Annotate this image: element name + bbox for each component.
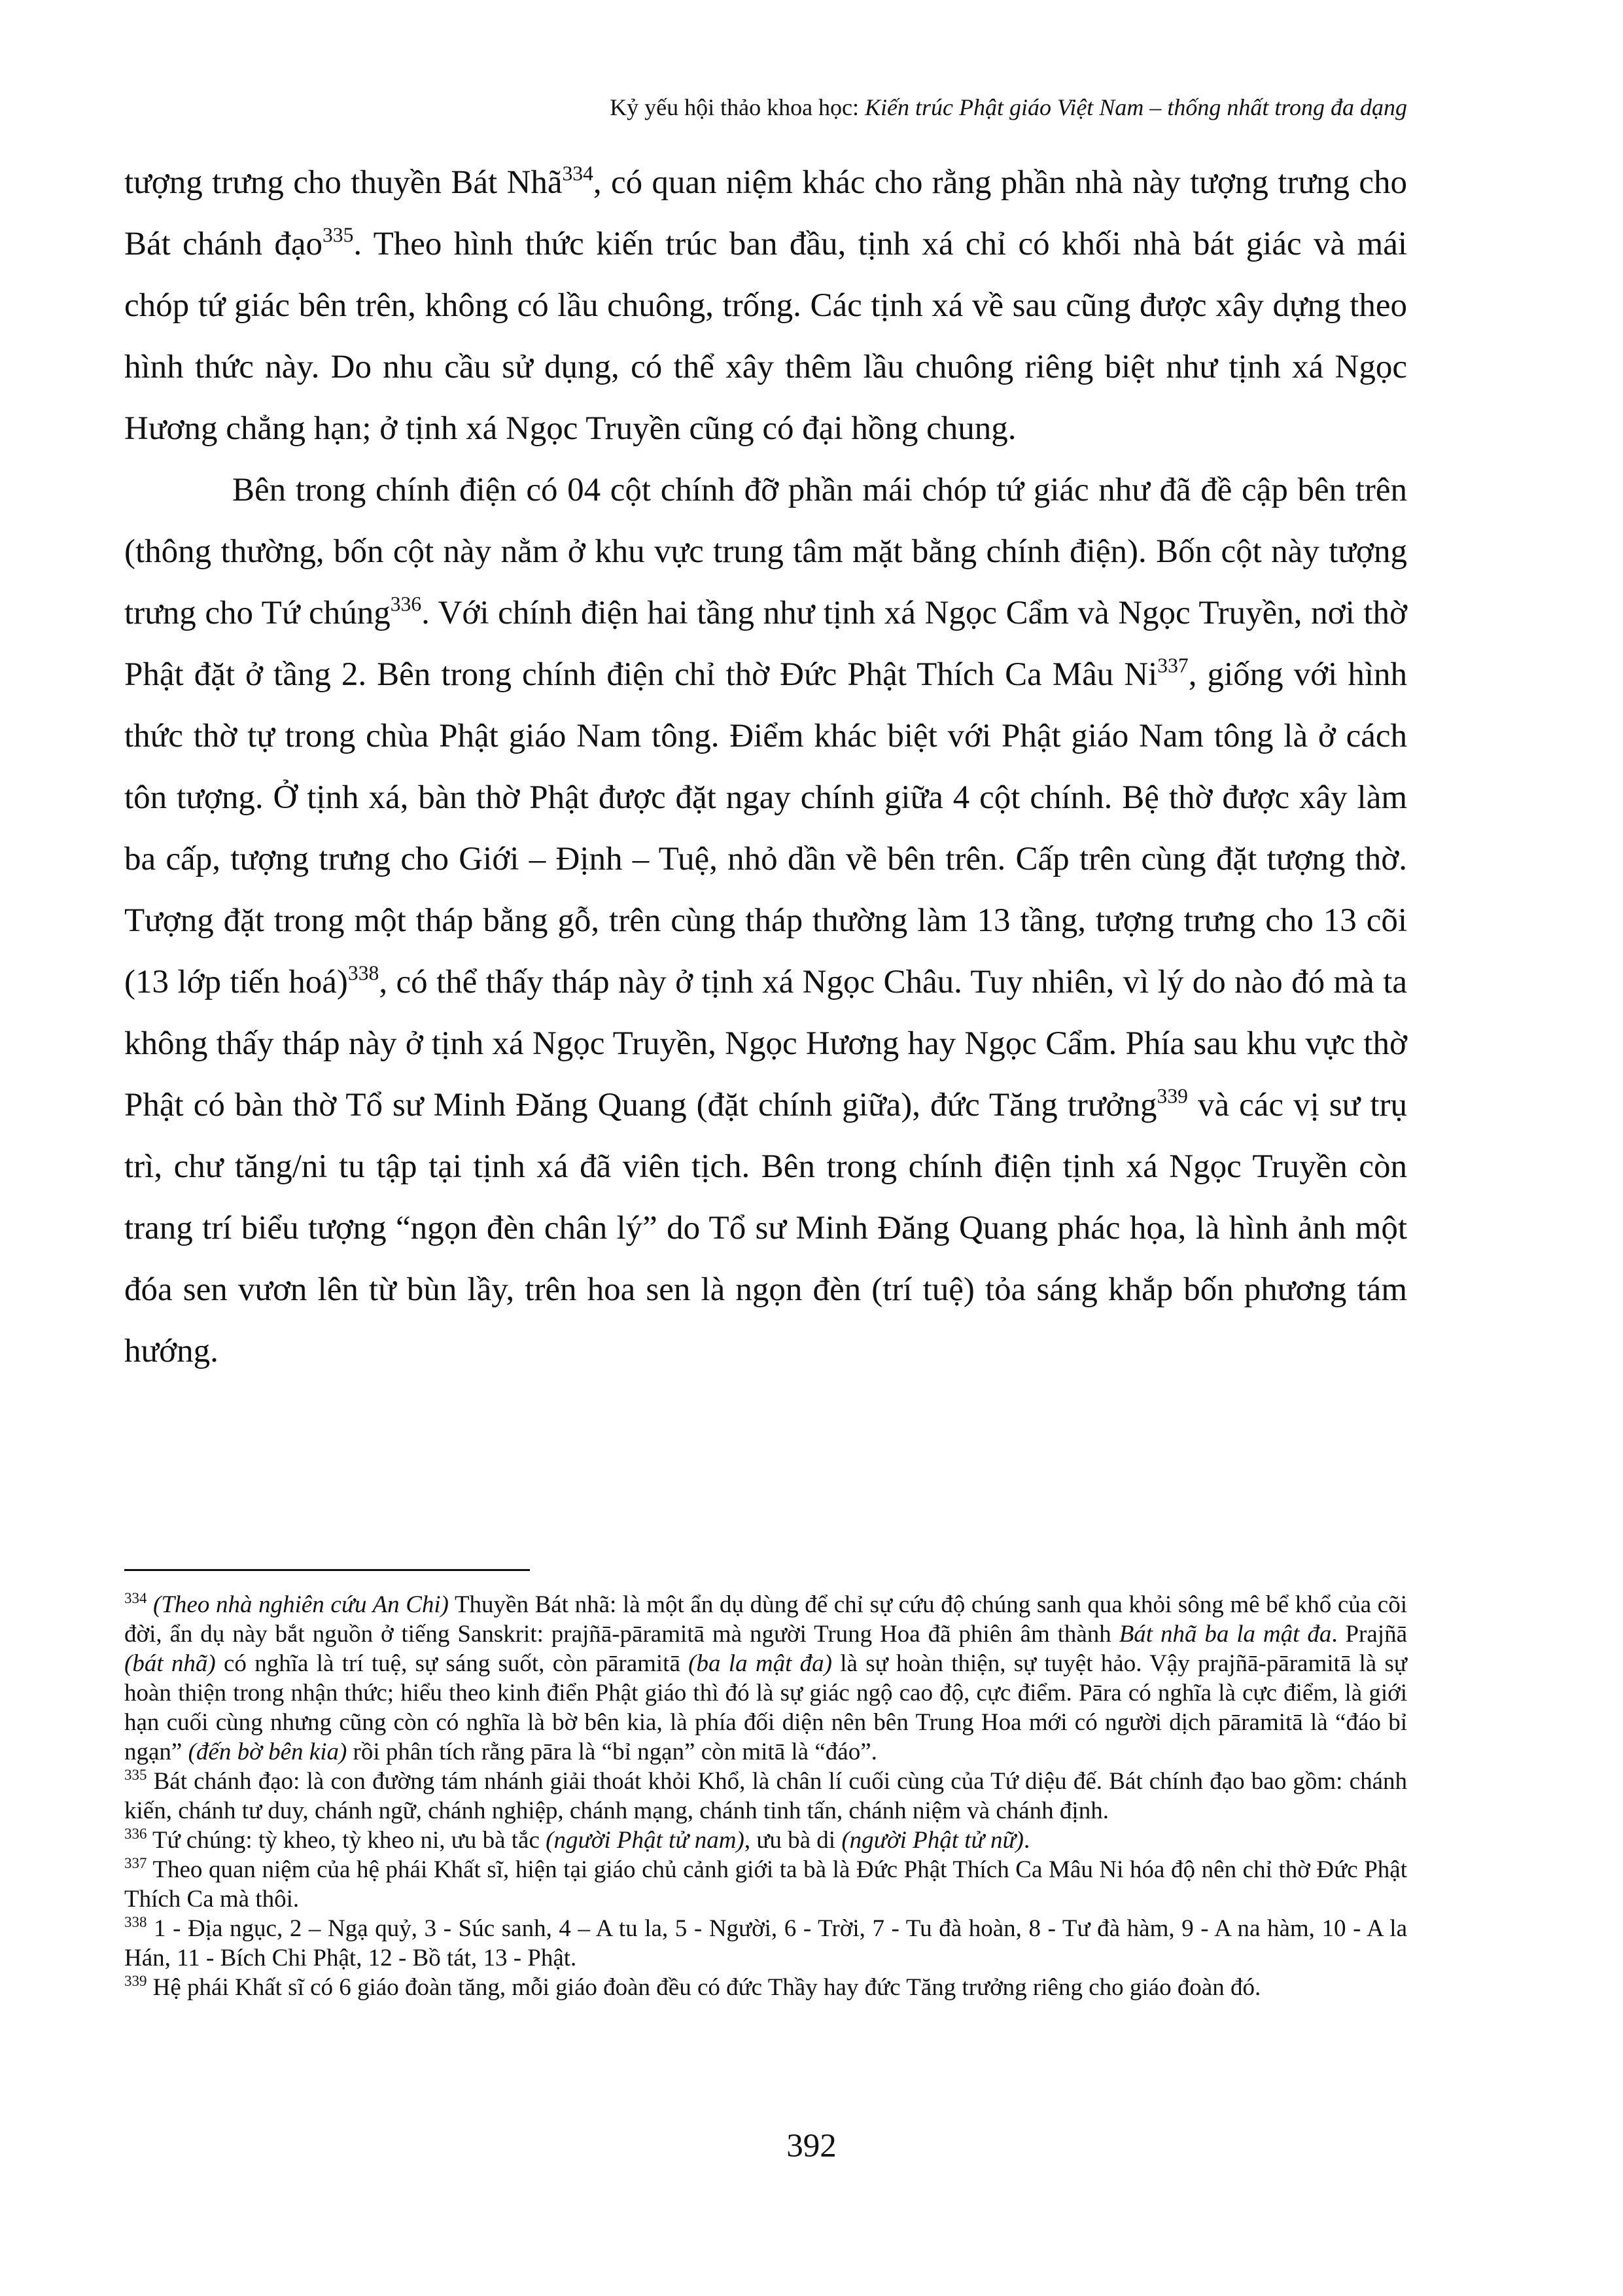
paragraph-1-text-3: . Theo hình thức kiến trúc ban đầu, tịnh xá chỉ có khối nhà bát giác và mái chóp tứ giác bên trên, không có lầu chuông, trống. Các tịnh xá về sau cũng được xây dựng theo hình thức này. Do nhu cầu sử dụng, có thể xây thêm lầu chuông riêng biệt như tịnh xá Ngọc Hương chẳng hạn; ở tịnh xá Ngọc Truyền cũng có đại hồng chung. bbox=[124, 226, 1408, 447]
paragraph-2 bbox=[124, 459, 1407, 1382]
footnote-338-text: 1 - Địa ngục, 2 – Ngạ quỷ, 3 - Súc sanh, 4 – A tu la, 5 - Người, 6 - Trời, 7 - Tu đà hoàn, 8 - Tư đà hàm, 9 - A na hàm, 10 - A la Hán, 11 - Bích Chi Phật, 12 - Bồ tát, 13 - Phật. bbox=[124, 1915, 1407, 1971]
footnote-335 bbox=[124, 1767, 1407, 1826]
header-title: Kiến trúc Phật giáo Việt Nam – thống nhất trong đa dạng bbox=[865, 94, 1407, 120]
footnote-334 bbox=[124, 1590, 1407, 1767]
footnote-339-text: Hệ phái Khất sĩ có 6 giáo đoàn tăng, mỗi giáo đoàn đều có đức Thầy hay đức Tăng trưởng riêng cho giáo đoàn đó. bbox=[147, 1974, 1261, 2001]
footnote-334-text-a bbox=[147, 1591, 153, 1618]
footnote-339 bbox=[124, 1973, 1407, 2002]
footnote-ref-339[interactable]: 339 bbox=[1157, 1084, 1188, 1108]
paragraph-1 bbox=[124, 152, 1407, 459]
footnote-number-336: 336 bbox=[124, 1825, 147, 1842]
paragraph-1-text-1: tượng trưng cho thuyền Bát Nhã bbox=[124, 164, 563, 201]
running-header bbox=[124, 90, 1407, 124]
footnote-ref-336[interactable]: 336 bbox=[390, 592, 422, 616]
footnote-number-339: 339 bbox=[124, 1972, 147, 1989]
header-prefix: Kỷ yếu hội thảo khoa học: bbox=[610, 94, 865, 120]
footnote-338 bbox=[124, 1914, 1407, 1973]
footnote-334-text-c: Thuyền Bát nhã: là một ẩn dụ dùng để chỉ sự cứu độ chúng sanh qua khỏi sông mê bể khổ của cõi đời, ẩn dụ này bắt nguồn ở tiếng Sanskrit: prajñā-pāramitā mà người Trung Hoa đã phiên âm thành bbox=[124, 1591, 1407, 1648]
footnote-number-335: 335 bbox=[124, 1766, 147, 1783]
footnote-divider bbox=[124, 1569, 530, 1571]
footnote-334-italic-h: (ba la mật đa) bbox=[688, 1650, 832, 1677]
footnote-334-text-i: là sự hoàn thiện, sự tuyệt hảo. Vậy prajñā-pāramitā là sự hoàn thiện trong nhận thức; hiểu theo kinh điển Phật giáo thì đó là sự giác ngộ cao độ, cực điểm. Pāra có nghĩa là cực điểm, là giới hạn cuối cùng nhưng cũng còn có nghĩa là bờ bên kia, là phía đối diện nên bên Trung Hoa mới có người dịch pāramitā là “đáo bỉ ngạn” bbox=[124, 1650, 1407, 1765]
footnote-337-text: Theo quan niệm của hệ phái Khất sĩ, hiện tại giáo chủ cảnh giới ta bà là Đức Phật Thích Ca Mâu Ni hóa độ nên chỉ thờ Đức Phật Thích Ca mà thôi. bbox=[124, 1856, 1407, 1913]
footnote-number-337: 337 bbox=[124, 1854, 147, 1871]
footnote-ref-334[interactable]: 334 bbox=[562, 162, 593, 185]
footnote-334-text-k: rồi phân tích rằng pāra là “bỉ ngạn” còn mitā là “đáo”. bbox=[347, 1739, 877, 1765]
paragraph-2-text-5: và các vị sư trụ trì, chư tăng/ni tu tập tại tịnh xá đã viên tịch. Bên trong chính điện tịnh xá Ngọc Truyền còn trang trí biểu tượng “ngọn đèn chân lý” do Tổ sư Minh Đăng Quang phác họa, là hình ảnh một đóa sen vươn lên từ bùn lầy, trên hoa sen là ngọn đèn (trí tuệ) tỏa sáng khắp bốn phương tám hướng. bbox=[124, 1087, 1407, 1369]
footnote-number-334: 334 bbox=[124, 1589, 147, 1606]
footnote-ref-338[interactable]: 338 bbox=[347, 961, 379, 985]
footnote-334-italic-d: Bát nhã ba la mật đa bbox=[1119, 1621, 1332, 1648]
footnote-334-italic-j: (đến bờ bên kia) bbox=[188, 1739, 347, 1765]
footnote-336-text-a: Tứ chúng: tỳ kheo, tỳ kheo ni, ưu bà tắc bbox=[147, 1827, 546, 1854]
main-text bbox=[124, 152, 1407, 1382]
footnote-336-text-c: , ưu bà di bbox=[744, 1827, 842, 1854]
footnote-335-text: Bát chánh đạo: là con đường tám nhánh giải thoát khỏi Khổ, là chân lí cuối cùng của Tứ diệu đế. Bát chính đạo bao gồm: chánh kiến, chánh tư duy, chánh ngữ, chánh nghiệp, chánh mạng, chánh tinh tấn, chánh niệm và chánh định. bbox=[124, 1768, 1407, 1824]
footnote-336-text-e: . bbox=[1023, 1827, 1030, 1854]
footnote-337 bbox=[124, 1855, 1407, 1914]
footnote-ref-337[interactable]: 337 bbox=[1157, 654, 1189, 677]
footnote-336-italic-b: (người Phật tử nam) bbox=[546, 1827, 744, 1854]
paragraph-1-text-2: , có quan niệm khác cho rằng phần nhà này tượng trưng cho Bát chánh đạo bbox=[124, 164, 1407, 262]
footnote-334-italic-f: (bát nhã) bbox=[124, 1650, 216, 1677]
paragraph-2-text-1: Bên trong chính điện có 04 cột chính đỡ phần mái chóp tứ giác như đã đề cập bên trên (thông thường, bốn cột này nằm ở khu vực trung tâm mặt bằng chính điện). Bốn cột này tượng trưng cho Tứ chúng bbox=[124, 472, 1407, 631]
footnote-number-338: 338 bbox=[124, 1913, 147, 1930]
footnote-336 bbox=[124, 1826, 1407, 1855]
footnote-334-italic-b: (Theo nhà nghiên cứu An Chi) bbox=[153, 1591, 449, 1618]
footnote-336-italic-d: (người Phật tử nữ) bbox=[841, 1827, 1024, 1854]
paragraph-2-text-4: , có thể thấy tháp này ở tịnh xá Ngọc Châu. Tuy nhiên, vì lý do nào đó mà ta không thấy tháp này ở tịnh xá Ngọc Truyền, Ngọc Hương hay Ngọc Cẩm. Phía sau khu vực thờ Phật có bàn thờ Tổ sư Minh Đăng Quang (đặt chính giữa), đức Tăng trưởng bbox=[124, 964, 1408, 1123]
paragraph-2-text-2: . Với chính điện hai tầng như tịnh xá Ngọc Cẩm và Ngọc Truyền, nơi thờ Phật đặt ở tầng 2. Bên trong chính điện chỉ thờ Đức Phật Thích Ca Mâu Ni bbox=[124, 595, 1407, 693]
footnote-334-text-g: có nghĩa là trí tuệ, sự sáng suốt, còn pāramitā bbox=[215, 1650, 689, 1677]
paragraph-2-text-3: , giống với hình thức thờ tự trong chùa Phật giáo Nam tông. Điểm khác biệt với Phật giáo Nam tông là ở cách tôn tượng. Ở tịnh xá, bàn thờ Phật được đặt ngay chính giữa 4 cột chính. Bệ thờ được xây làm ba cấp, tượng trưng cho Giới – Định – Tuệ, nhỏ dần về bên trên. Cấp trên cùng đặt tượng thờ. Tượng đặt trong một tháp bằng gỗ, trên cùng tháp thường làm 13 tầng, tượng trưng cho 13 cõi (13 lớp tiến hoá) bbox=[124, 656, 1407, 1000]
footnote-ref-335[interactable]: 335 bbox=[322, 223, 354, 247]
footnote-334-text-e: . Prajñā bbox=[1331, 1621, 1407, 1648]
footnotes bbox=[124, 1590, 1407, 2002]
page-number: 392 bbox=[786, 2128, 837, 2164]
